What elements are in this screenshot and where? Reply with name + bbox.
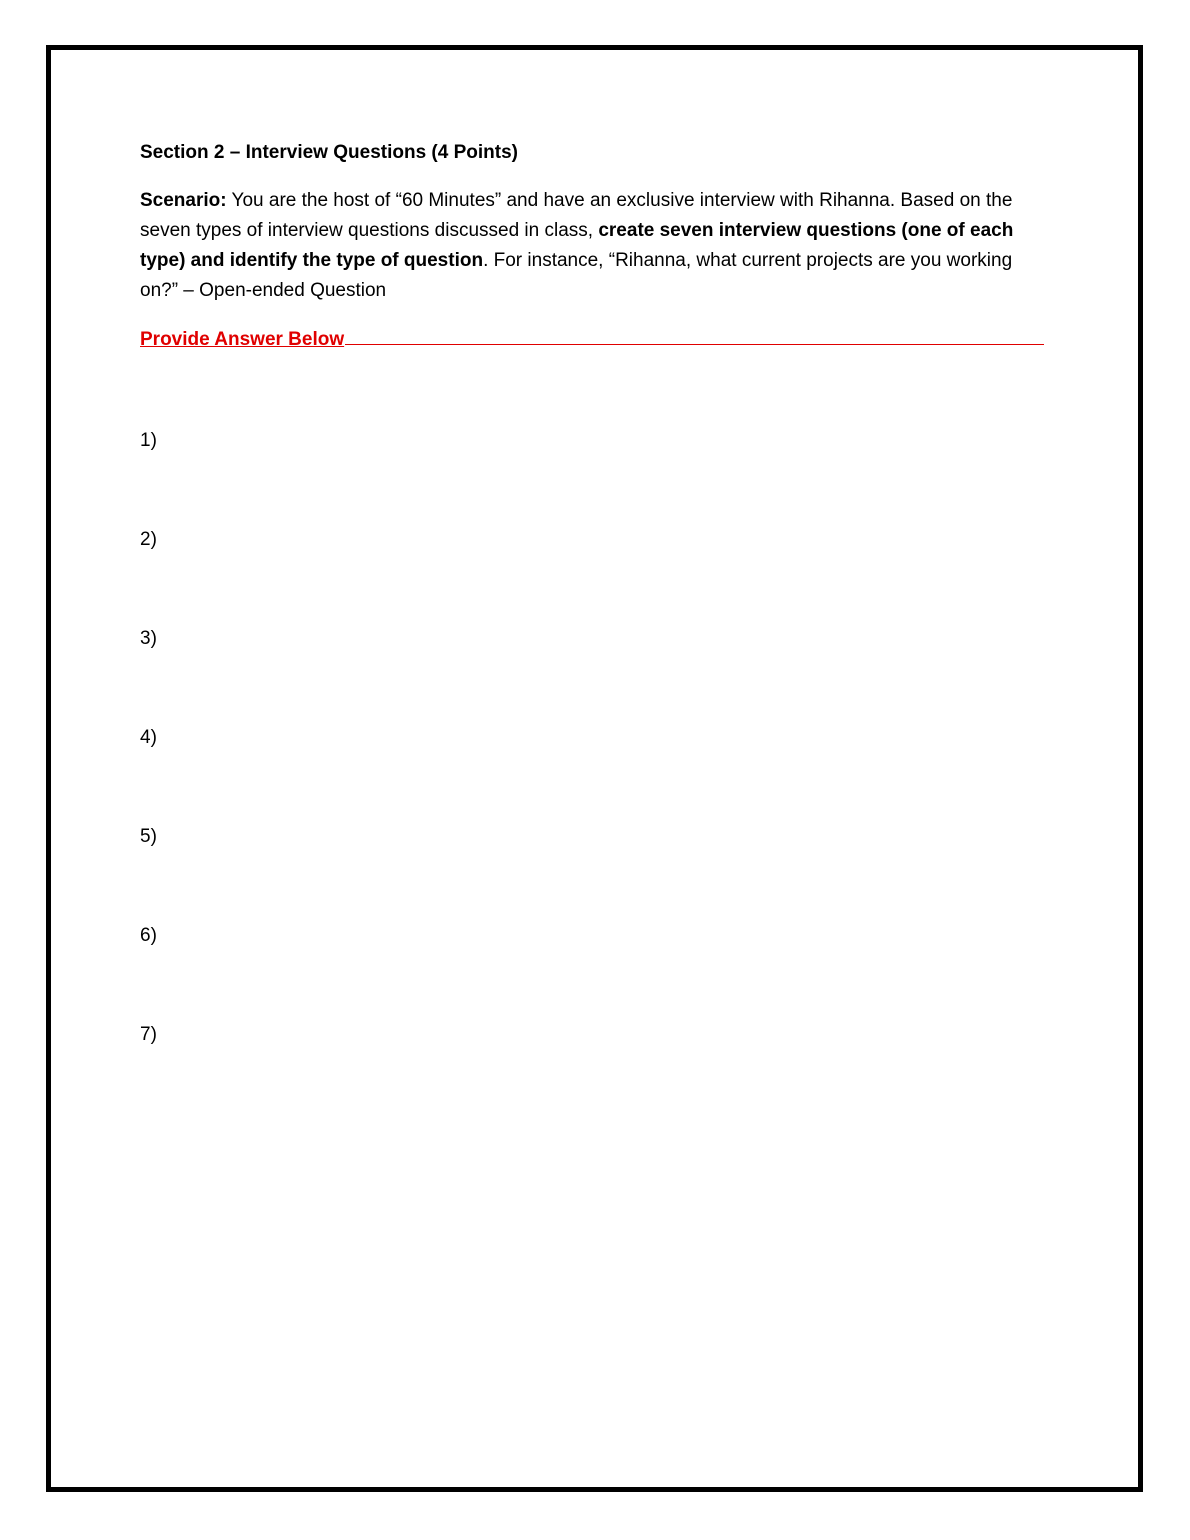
question-list bbox=[140, 426, 157, 1119]
question-item-1[interactable]: 1) bbox=[140, 430, 157, 451]
question-item-4[interactable]: 4) bbox=[140, 727, 157, 748]
question-item-3[interactable]: 3) bbox=[140, 628, 157, 649]
answer-label: Provide Answer Below bbox=[140, 329, 345, 350]
question-item-7[interactable]: 7) bbox=[140, 1024, 157, 1045]
scenario-text-1: You are the host of “60 Minutes” and have an exclusive interview with Rihanna. Based on the seven types of interview questions discussed in class, bbox=[140, 190, 1013, 241]
scenario-paragraph bbox=[140, 186, 1044, 306]
question-item-5[interactable]: 5) bbox=[140, 826, 157, 847]
answer-heading bbox=[140, 324, 1044, 355]
document-content bbox=[140, 140, 1044, 355]
section-title: Section 2 – Interview Questions (4 Points) bbox=[140, 142, 518, 163]
question-item-2[interactable]: 2) bbox=[140, 529, 157, 550]
question-item-6[interactable]: 6) bbox=[140, 925, 157, 946]
scenario-text-2: . For instance, “Rihanna, what current projects are you working on?” – Open-ended Question bbox=[140, 250, 1013, 301]
scenario-bold-instruction: create seven interview questions (one of each type) and identify the type of question bbox=[140, 220, 1014, 271]
scenario-label: Scenario: bbox=[140, 190, 227, 211]
answer-underline bbox=[345, 324, 1044, 345]
